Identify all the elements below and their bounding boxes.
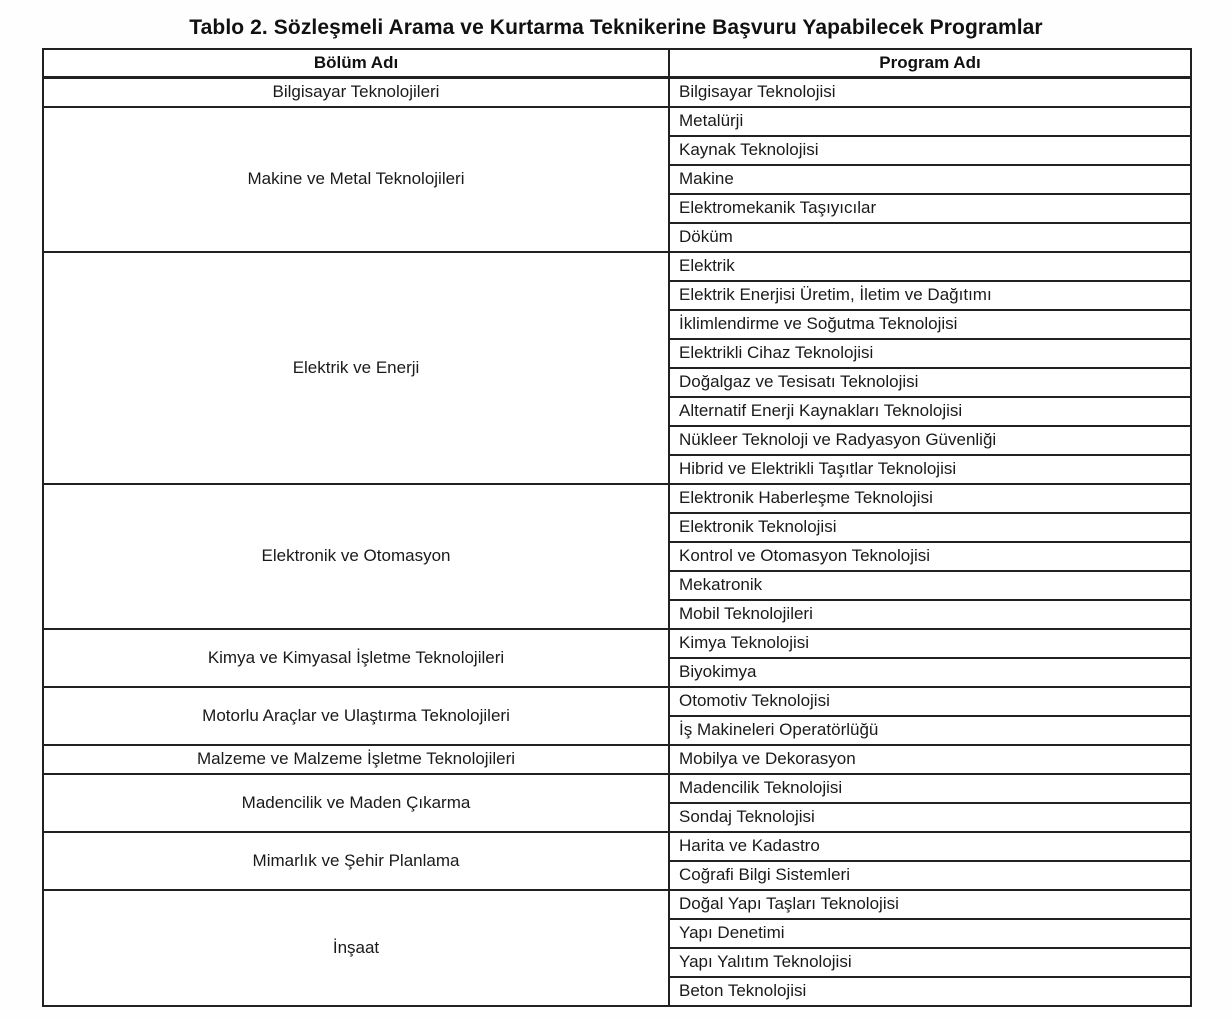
table-body — [43, 78, 1191, 1007]
program-cell: Makine — [669, 165, 1191, 194]
table-row — [43, 78, 1191, 108]
program-cell: Kontrol ve Otomasyon Teknolojisi — [669, 542, 1191, 571]
program-cell: Elektrikli Cihaz Teknolojisi — [669, 339, 1191, 368]
programs-table — [42, 48, 1192, 1007]
table-row — [43, 687, 1191, 716]
program-cell: Harita ve Kadastro — [669, 832, 1191, 861]
department-cell: Mimarlık ve Şehir Planlama — [43, 832, 669, 890]
table-row — [43, 107, 1191, 136]
program-cell: Yapı Denetimi — [669, 919, 1191, 948]
program-cell: Yapı Yalıtım Teknolojisi — [669, 948, 1191, 977]
program-cell: Doğalgaz ve Tesisatı Teknolojisi — [669, 368, 1191, 397]
department-cell: Motorlu Araçlar ve Ulaştırma Teknolojileri — [43, 687, 669, 745]
program-cell: Mobil Teknolojileri — [669, 600, 1191, 629]
program-cell: Doğal Yapı Taşları Teknolojisi — [669, 890, 1191, 919]
program-cell: Döküm — [669, 223, 1191, 252]
program-cell: Otomotiv Teknolojisi — [669, 687, 1191, 716]
table-row — [43, 252, 1191, 281]
program-cell: Biyokimya — [669, 658, 1191, 687]
program-cell: Madencilik Teknolojisi — [669, 774, 1191, 803]
department-cell: Elektrik ve Enerji — [43, 252, 669, 484]
table-title: Tablo 2. Sözleşmeli Arama ve Kurtarma Teknikerine Başvuru Yapabilecek Programlar — [189, 16, 1043, 39]
program-cell: Elektromekanik Taşıyıcılar — [669, 194, 1191, 223]
department-cell: Elektronik ve Otomasyon — [43, 484, 669, 629]
table-row — [43, 890, 1191, 919]
table-row — [43, 745, 1191, 774]
department-cell: Madencilik ve Maden Çıkarma — [43, 774, 669, 832]
program-cell: Mobilya ve Dekorasyon — [669, 745, 1191, 774]
program-cell: Elektrik — [669, 252, 1191, 281]
program-cell: Bilgisayar Teknolojisi — [669, 78, 1191, 108]
program-cell: İklimlendirme ve Soğutma Teknolojisi — [669, 310, 1191, 339]
header-program-adi: Program Adı — [669, 49, 1191, 78]
program-cell: Nükleer Teknoloji ve Radyasyon Güvenliği — [669, 426, 1191, 455]
department-cell: İnşaat — [43, 890, 669, 1006]
program-cell: Metalürji — [669, 107, 1191, 136]
table-row — [43, 629, 1191, 658]
table-row — [43, 484, 1191, 513]
program-cell: Sondaj Teknolojisi — [669, 803, 1191, 832]
department-cell: Malzeme ve Malzeme İşletme Teknolojileri — [43, 745, 669, 774]
header-row — [43, 49, 1191, 78]
program-cell: Kimya Teknolojisi — [669, 629, 1191, 658]
table-row — [43, 774, 1191, 803]
program-cell: Elektronik Teknolojisi — [669, 513, 1191, 542]
program-cell: Elektrik Enerjisi Üretim, İletim ve Dağıtımı — [669, 281, 1191, 310]
program-cell: Kaynak Teknolojisi — [669, 136, 1191, 165]
header-bolum-adi: Bölüm Adı — [43, 49, 669, 78]
table-row — [43, 832, 1191, 861]
department-cell: Bilgisayar Teknolojileri — [43, 78, 669, 108]
program-cell: Beton Teknolojisi — [669, 977, 1191, 1006]
program-cell: Hibrid ve Elektrikli Taşıtlar Teknolojisi — [669, 455, 1191, 484]
department-cell: Kimya ve Kimyasal İşletme Teknolojileri — [43, 629, 669, 687]
department-cell: Makine ve Metal Teknolojileri — [43, 107, 669, 252]
program-cell: Mekatronik — [669, 571, 1191, 600]
program-cell: Coğrafi Bilgi Sistemleri — [669, 861, 1191, 890]
program-cell: İş Makineleri Operatörlüğü — [669, 716, 1191, 745]
program-cell: Alternatif Enerji Kaynakları Teknolojisi — [669, 397, 1191, 426]
program-cell: Elektronik Haberleşme Teknolojisi — [669, 484, 1191, 513]
